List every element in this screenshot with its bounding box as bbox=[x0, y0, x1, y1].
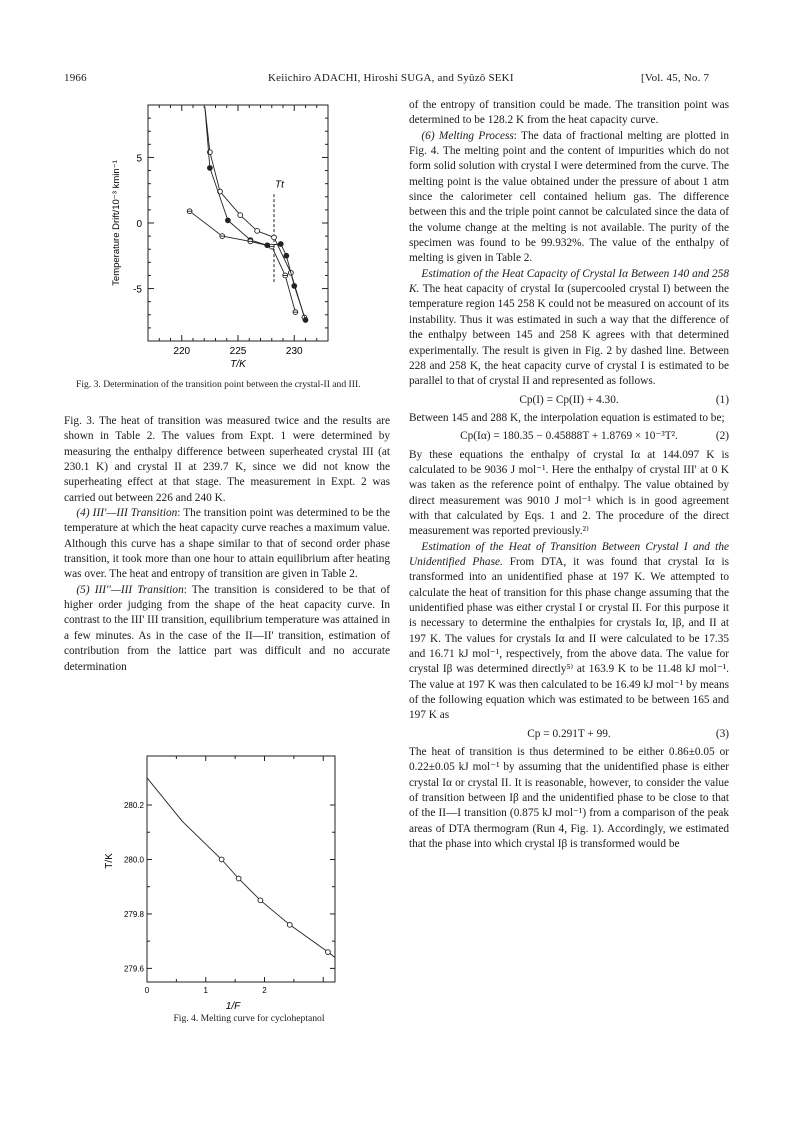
equation-1-body: Cp(I) = Cp(II) + 4.30. bbox=[519, 393, 619, 406]
data-point bbox=[225, 218, 230, 223]
figure-3-caption: Fig. 3. Determination of the transition point between the crystal-II and III. bbox=[76, 379, 361, 390]
equation-1-number: (1) bbox=[715, 393, 729, 406]
data-point bbox=[278, 242, 283, 247]
right-column-text bbox=[409, 98, 729, 853]
data-point bbox=[255, 228, 260, 233]
paragraph-melting bbox=[409, 129, 729, 267]
x-tick-label: 1 bbox=[203, 986, 208, 995]
data-point bbox=[303, 318, 308, 323]
paragraph-heat-capacity bbox=[409, 267, 729, 390]
left-paragraph-1 bbox=[64, 506, 390, 583]
plot-frame bbox=[147, 756, 335, 982]
y-tick-label: 279.8 bbox=[123, 909, 144, 919]
equation-3 bbox=[409, 727, 729, 742]
figure-3-chart bbox=[100, 95, 350, 370]
data-point bbox=[287, 922, 292, 927]
equation-2-body: Cp(Iα) = 180.35 − 0.45888T + 1.8769 × 10⁻³T². bbox=[460, 430, 678, 443]
equation-2-number: (2) bbox=[715, 430, 729, 443]
paragraph-interpolation: Between 145 and 288 K, the interpolation equation is estimated to be; bbox=[409, 411, 725, 424]
data-point bbox=[207, 166, 212, 171]
y-axis-label: Temperature Drift/10⁻³ kmin⁻¹ bbox=[111, 160, 122, 286]
melting-curve bbox=[147, 778, 335, 958]
x-tick-label: 230 bbox=[285, 346, 303, 357]
y-tick-label: 279.6 bbox=[123, 964, 144, 974]
y-tick-label: 280.0 bbox=[123, 855, 144, 865]
heading-melting-process: (6) Melting Process bbox=[421, 129, 514, 142]
left-paragraph-1-segment-1: : The transition point was determined to be the temperature at which the heat capacity curve reaches a maximum value. Although this curve has a shape similar to that of second order phase transition, it took more than one hour to attain equilibrium after heating was over. The heat and entropy of transition are given in Table 2. bbox=[64, 507, 390, 581]
series-line-extension bbox=[205, 107, 210, 168]
left-column-text bbox=[64, 414, 390, 675]
x-axis-label: 1/F bbox=[225, 1001, 241, 1010]
x-tick-label: 0 bbox=[144, 986, 150, 995]
y-tick-label: 0 bbox=[136, 219, 142, 230]
running-header-authors: Keiichiro ADACHI, Hiroshi SUGA, and Syûzô SEKI bbox=[268, 72, 514, 84]
left-paragraph-0 bbox=[64, 414, 390, 506]
x-tick-label: 220 bbox=[173, 346, 191, 357]
data-point bbox=[326, 950, 331, 955]
x-tick-label: 225 bbox=[229, 346, 247, 357]
data-point bbox=[292, 284, 297, 289]
figure-4-caption: Fig. 4. Melting curve for cycloheptanol bbox=[173, 1013, 325, 1024]
data-point bbox=[236, 876, 241, 881]
x-axis-label: T/K bbox=[230, 359, 246, 370]
data-point bbox=[258, 898, 263, 903]
equation-2 bbox=[409, 429, 729, 444]
heading-transition-heat: Estimation of the Heat of Transition Between Crystal I and the Unidentified Phase. bbox=[409, 540, 729, 568]
paragraph-transition-heat-body: From DTA, it was found that crystal Iα is transformed into an unidentified phase at 197 K. We attempted to calculate the heat of transition for this phase change assuming that the unidentified phase was either crystal I or crystal II. For this purpose it is necessary to determine the enthalpies for crystals Iα, Iβ, and II at 197 K. The values for crystals Iα and II were calculated to be 17.35 and 16.71 kJ mol⁻¹, respectively, from the above data. The value for crystal Iβ was determined directly⁵⁾ at 163.9 K to be 11.48 kJ mol⁻¹. The value at 197 K was then calculated to be 16.49 kJ mol⁻¹ by means of the following equation which was estimated to be between 165 and 197 K as bbox=[409, 555, 729, 722]
transition-label: Tt bbox=[275, 179, 284, 191]
heading-heat-capacity: Estimation of the Heat Capacity of Crystal Iα Between 140 and 258 K. bbox=[409, 267, 729, 296]
paragraph-enthalpy: By these equations the enthalpy of crystal Iα at 144.097 K is calculated to be 9036 J mol⁻¹. Here the enthalpy of crystal III' at 0 K was taken as the reference point of enthalpy. The value obtained by direct measurement was 9010 J mol⁻¹ which is in good agreement with that calculated by Eqs. 1 and 2. The procedure of the direct measurement was reported previously.²⁾ bbox=[409, 448, 729, 538]
y-tick-label: -5 bbox=[133, 284, 142, 296]
equation-3-body: Cp = 0.291T + 99. bbox=[527, 727, 611, 740]
y-tick-label: 5 bbox=[136, 153, 142, 165]
left-paragraph-2 bbox=[64, 583, 390, 675]
paragraph-conclusion: The heat of transition is thus determined to be either 0.86±0.05 or 0.22±0.05 kJ mol⁻¹ by assuming that the unidentified phase is either crystal Iα or crystal II. It is reasonable, however, to consider the value of transition between Iβ and the unidentified phase to be close to that of the II—I transition (0.875 kJ mol⁻¹) from a comparison of the peak areas of DTA thermogram (Run 4, Fig. 1). Accordingly, we estimated that the phase into which crystal Iβ is transformed would be bbox=[409, 746, 729, 851]
left-paragraph-2-segment-1: : The transition is considered to be that of higher order judging from the shape of the heat capacity curve. In contrast to the III' III transition, equilibrium temperature was attained in a few minutes. As in the case of the II—II' transition, estimation of contribution from the lattice part was difficult and no accurate determination bbox=[64, 583, 390, 673]
page-number: 1966 bbox=[64, 72, 87, 84]
paragraph-melting-body: : The data of fractional melting are plotted in Fig. 4. The melting point and the content of impurities which do not form solid solution with crystal I were determined from the curve. The melting point is the value obtained under the pressure of about 1 atm since the calorimeter cell contained helium gas. The difference between this and the triple point cannot be calculated since the data of the volume change at the melting is not available. The purity of the specimen was found to be 99.932%. The value of the enthalpy of melting is given in Table 2. bbox=[409, 129, 729, 265]
left-paragraph-1-segment-0: (4) III'—III Transition bbox=[76, 507, 178, 520]
left-paragraph-0-segment-0: Fig. 3. The heat of transition was measured twice and the results are shown in Table 2. The values from Expt. 1 were determined by measuring the enthalpy difference between superheated crystal III (at 230.1 K) and crystal II at 239.7 K, since we did not know the superheating effect at that stage. The measurement in Expt. 2 was carried out between 226 and 240 K. bbox=[64, 415, 390, 504]
data-point bbox=[219, 857, 224, 862]
running-header-volume: [Vol. 45, No. 7 bbox=[641, 72, 710, 84]
left-paragraph-2-segment-0: (5) III''—III Transition bbox=[76, 583, 184, 596]
figure-4-chart bbox=[92, 748, 342, 1010]
equation-1 bbox=[409, 393, 729, 408]
data-point bbox=[272, 235, 277, 240]
paragraph-heat-capacity-body: The heat capacity of crystal Iα (supercooled crystal I) between the temperature region 145 258 K could not be measured on account of its instability. Thus it was estimated in such a way that the difference of the enthalpy between 145 and 258 K agrees with that determined experimentally. The result is given in Fig. 2 by dashed line. Between 228 and 258 K, the heat capacity curve of crystal I is estimated to be parallel to that of crystal II and represented as follows. bbox=[409, 283, 730, 388]
paragraph-transition-heat bbox=[409, 540, 729, 724]
paragraph-entropy: of the entropy of transition could be made. The transition point was determined to be 128.2 K from the heat capacity curve. bbox=[409, 99, 729, 127]
data-point bbox=[238, 213, 243, 218]
y-axis-label: T/K bbox=[104, 853, 115, 869]
equation-3-number: (3) bbox=[715, 727, 729, 740]
y-tick-label: 280.2 bbox=[123, 801, 144, 811]
data-point bbox=[284, 253, 289, 258]
series-line bbox=[190, 211, 296, 312]
x-tick-label: 2 bbox=[262, 986, 267, 995]
